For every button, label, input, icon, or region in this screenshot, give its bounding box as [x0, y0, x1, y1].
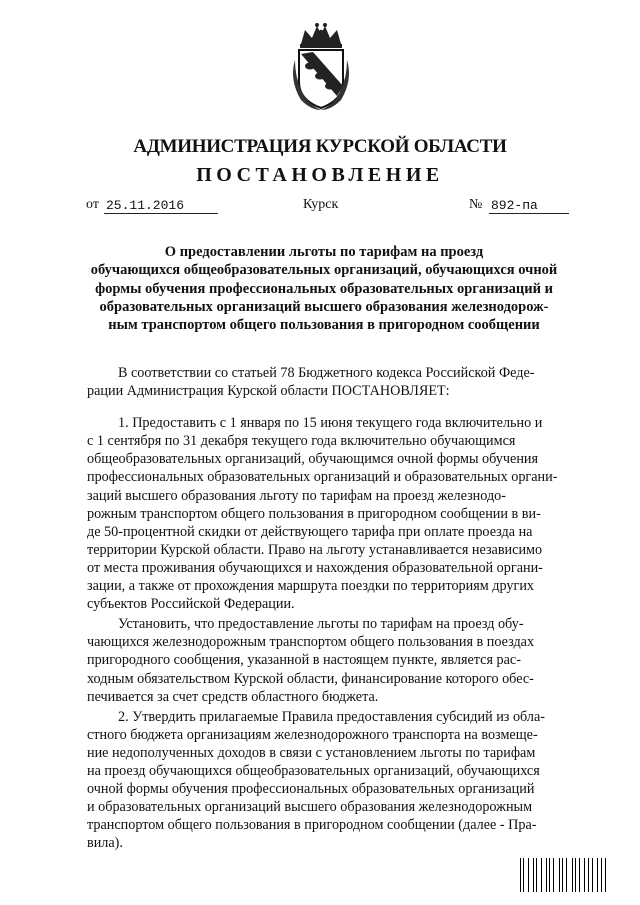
date-value: 25.11.2016 [104, 198, 218, 214]
document-type: ПОСТАНОВЛЕНИЕ [196, 164, 444, 186]
date-label: от [86, 197, 99, 212]
preamble-paragraph: В соответствии со статьей 78 Бюджетного кодекса Российской Феде- рации Администрация Курской области ПОСТАНОВЛЯЕТ: [87, 365, 535, 400]
barcode-icon [520, 858, 610, 892]
document-title: О предоставлении льготы по тарифам на проезд обучающихся общеобразовательных организаций, обучающихся очной формы обучения профессиональных образовательных организаций и образовательных организаций высшего образования железнодорож- ным транспортом общего пользования в пригородном сообщении [90, 244, 558, 334]
paragraph-2: 2. Утвердить прилагаемые Правила предоставления субсидий из обла- стного бюджета организациям железнодорожного транспорта на возмеще- ние недополученных доходов в связи с установлением льготы по тарифам на проезд обучающихся общеобразовательных организаций, обучающихся очной формы обучения профессиональных образовательных организаций и образовательных организаций высшего образования железнодорожным транспортом общего пользования в пригородном сообщении (далее - Пра- вила). [87, 708, 546, 852]
document-number: 892-па [489, 198, 569, 214]
number-label: № [469, 197, 483, 212]
paragraph-1-continued: Установить, что предоставление льготы по тарифам на проезд обу- чающихся железнодорожным транспортом общего пользования в поездах пригородного сообщения, указанной в настоящем пункте, является рас- ходным обязательством Курской области, финансирование которого обес- печивается за счет средств областного бюджета. [87, 616, 535, 705]
coat-of-arms-emblem [287, 20, 355, 112]
paragraph-1: 1. Предоставить с 1 января по 15 июня текущего года включительно и с 1 сентября по 31 декабря текущего года включительно обучающимся общеобразовательных организаций, обучающимся очной формы обучения профессиональных образовательных организаций и образовательных органи- заций высшего образования льготу по тарифам на проезд железнодо- рожным транспортом общего пользования в пригородном сообщении в ви- де 50-процентной скидки от действующего тарифа при оплате проезда на территории Курской области. Право на льготу устанавливается независимо от места проживания обучающихся и нахождения образовательной органи- зации, а также от прохождения маршрута поездки по территориям других субъектов Российской Федерации. [87, 415, 558, 613]
organization-name: АДМИНИСТРАЦИЯ КУРСКОЙ ОБЛАСТИ [133, 136, 507, 157]
document-body [87, 364, 571, 852]
city-name: Курск [303, 197, 339, 212]
